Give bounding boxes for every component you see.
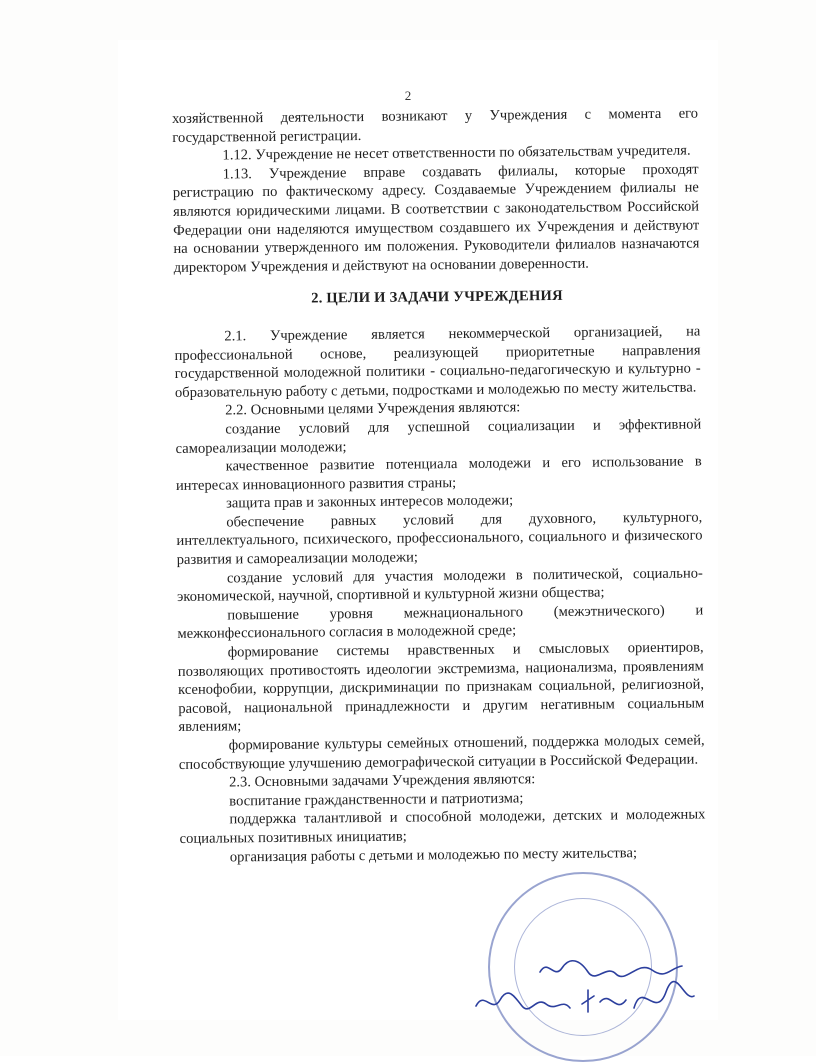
paragraph: 2.1. Учреждение является некоммерческой организацией, на профессиональной основе, реализующей приоритетные направления государственной молодежной политики - социально-педагогическую и культурно - образовательную работу с детьми, подростками и молодежью по месту жительства. bbox=[174, 323, 701, 401]
paragraph: обеспечение равных условий для духовного, культурного, интеллектуального, психического, профессионального, социального и физического развития и самореализации молодежи; bbox=[176, 509, 703, 569]
paragraph: формирование культуры семейных отношений, поддержка молодых семей, способствующие улучшению демографической ситуации в Российской Федерации. bbox=[178, 732, 705, 773]
paragraphs-before bbox=[172, 104, 700, 277]
paragraph: защита прав и законных интересов молодежи; bbox=[226, 492, 514, 512]
section-heading: 2. ЦЕЛИ И ЗАДАЧИ УЧРЕЖДЕНИЯ bbox=[311, 288, 563, 307]
paragraph: воспитание гражданственности и патриотизма; bbox=[229, 790, 524, 810]
paragraph: 1.13. Учреждение вправе создавать филиалы, которые проходят регистрацию по фактическому адресу. Создаваемые Учреждением филиалы не являются юридическими лицами. В соответствии с законодательством Российской Федерации они наделяются имуществом создавшего их Учреждения и действуют на основании утвержденного им положения. Руководители филиалов назначаются директором Учреждения и действуют на основании доверенности. bbox=[172, 161, 700, 276]
paragraph: создание условий для успешной социализации и эффективной самореализации молодежи; bbox=[175, 416, 702, 457]
paragraph: повышение уровня межнационального (межэтнического) и межконфессионального согласия в молодежной среде; bbox=[177, 602, 704, 643]
paragraph: 2.3. Основными задачами Учреждения являются: bbox=[228, 771, 536, 791]
paragraph: 2.2. Основными целями Учреждения являются: bbox=[225, 399, 521, 419]
page-number: 2 bbox=[404, 88, 412, 103]
paragraph: хозяйственной деятельности возникают у Учреждения с момента его государственной регистрации. bbox=[172, 105, 699, 146]
paragraph: качественное развитие потенциала молодежи и его использование в интересах инновационного развития страны; bbox=[175, 453, 702, 494]
paragraph: формирование системы нравственных и смысловых ориентиров, позволяющих противостоять идеологии экстремизма, национализма, проявлениям ксенофобии, коррупции, дискриминации по признакам социальной, религиозной, расовой, национальной принадлежности и другим негативным социальным явлениям; bbox=[177, 639, 705, 736]
handwritten-signature bbox=[470, 950, 700, 1030]
paragraph: поддержка талантливой и способной молодежи, детских и молодежных социальных позитивных инициатив; bbox=[179, 806, 706, 847]
paragraph: организация работы с детьми и молодежью по месту жительства; bbox=[229, 844, 638, 865]
paragraphs-after bbox=[174, 322, 706, 867]
paragraph: создание условий для участия молодежи в политической, социально-экономической, научной, спортивной и культурной жизни общества; bbox=[177, 565, 703, 606]
document-body bbox=[172, 104, 706, 867]
paragraph: 1.12. Учреждение не несет ответственности по обязательствам учредителя. bbox=[222, 142, 691, 164]
